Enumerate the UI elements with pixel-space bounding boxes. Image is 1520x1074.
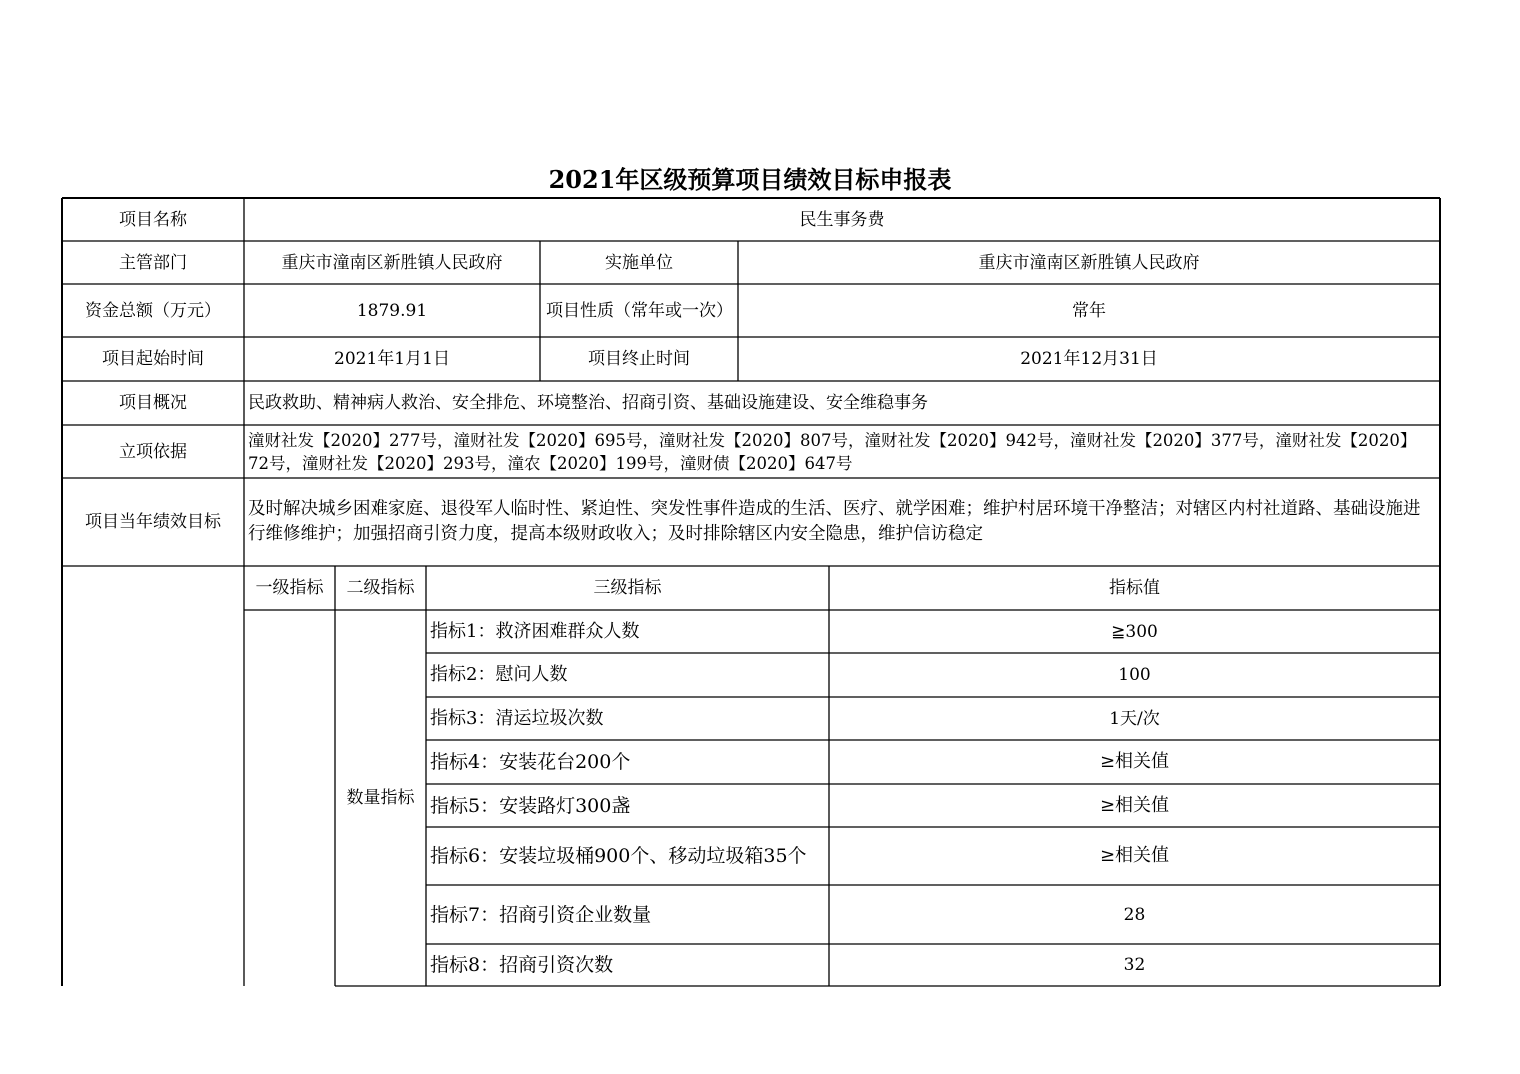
end-value: 2021年12月31日 bbox=[1020, 349, 1158, 369]
overview-label: 项目概况 bbox=[119, 393, 187, 413]
indicator-name: 指标4：安装花台200个 bbox=[430, 751, 631, 773]
goal-value: 及时解决城乡困难家庭、退役军人临时性、紧迫性、突发性事件造成的生活、医疗、就学困难；维护村居环境干净整洁；对辖区内村社道路、基础设施进行维修维护；加强招商引资力度，提高本级财政收入；及时排除辖区内安全隐患，维护信访稳定 bbox=[248, 499, 1421, 544]
project-name-label: 项目名称 bbox=[119, 209, 187, 230]
indicator-name: 指标8：招商引资次数 bbox=[430, 954, 614, 976]
indicator-name: 指标1：救济困难群众人数 bbox=[430, 620, 640, 642]
indicator-value: ≥相关值 bbox=[1099, 845, 1170, 866]
nature-value: 常年 bbox=[1072, 300, 1106, 321]
project-name-value: 民生事务费 bbox=[799, 209, 885, 230]
basis-label: 立项依据 bbox=[119, 441, 187, 462]
page-title: 2021年区级预算项目绩效目标申报表 bbox=[548, 165, 952, 194]
indicator-name: 指标6：安装垃圾桶900个、移动垃圾箱35个 bbox=[430, 845, 807, 867]
start-label: 项目起始时间 bbox=[102, 349, 204, 369]
header-level1: 一级指标 bbox=[255, 578, 324, 598]
overview-value: 民政救助、精神病人救治、安全排危、环境整治、招商引资、基础设施建设、安全维稳事务 bbox=[248, 393, 928, 413]
goal-label: 项目当年绩效目标 bbox=[85, 512, 221, 532]
nature-label: 项目性质（常年或一次） bbox=[546, 300, 733, 321]
start-value: 2021年1月1日 bbox=[334, 349, 450, 369]
indicator-name: 指标2：慰问人数 bbox=[430, 664, 568, 685]
header-level2: 二级指标 bbox=[346, 578, 415, 598]
header-value: 指标值 bbox=[1109, 578, 1160, 598]
impl-value: 重庆市潼南区新胜镇人民政府 bbox=[978, 252, 1200, 273]
end-label: 项目终止时间 bbox=[588, 349, 690, 369]
basis-value: 潼财社发【2020】277号，潼财社发【2020】695号，潼财社发【2020】807号，潼财社发【2020】942号，潼财社发【2020】377号，潼财社发【2020】72号，潼财社发【2020】293号，潼农【2020】199号，潼财债【2020】647号 bbox=[248, 430, 1417, 473]
impl-label: 实施单位 bbox=[605, 252, 673, 273]
indicator-name: 指标7：招商引资企业数量 bbox=[430, 903, 652, 926]
indicator-name: 指标5：安装路灯300盏 bbox=[430, 794, 631, 817]
fund-label: 资金总额（万元） bbox=[85, 300, 221, 321]
indicator-value: ≥相关值 bbox=[1099, 751, 1170, 772]
fund-value: 1879.91 bbox=[356, 300, 428, 321]
indicator-value: 28 bbox=[1123, 904, 1146, 925]
indicator-name: 指标3：清运垃圾次数 bbox=[430, 707, 604, 729]
indicator-value: 100 bbox=[1118, 665, 1151, 685]
dept-label: 主管部门 bbox=[119, 252, 187, 273]
indicator-value: 1天/次 bbox=[1109, 708, 1160, 729]
indicator-value: 32 bbox=[1123, 955, 1146, 975]
header-level3: 三级指标 bbox=[593, 578, 662, 598]
dept-value: 重庆市潼南区新胜镇人民政府 bbox=[281, 252, 503, 273]
quantity-indicator-label: 数量指标 bbox=[346, 788, 415, 808]
indicator-value: ≧300 bbox=[1111, 621, 1158, 642]
indicator-value: ≥相关值 bbox=[1099, 794, 1170, 816]
